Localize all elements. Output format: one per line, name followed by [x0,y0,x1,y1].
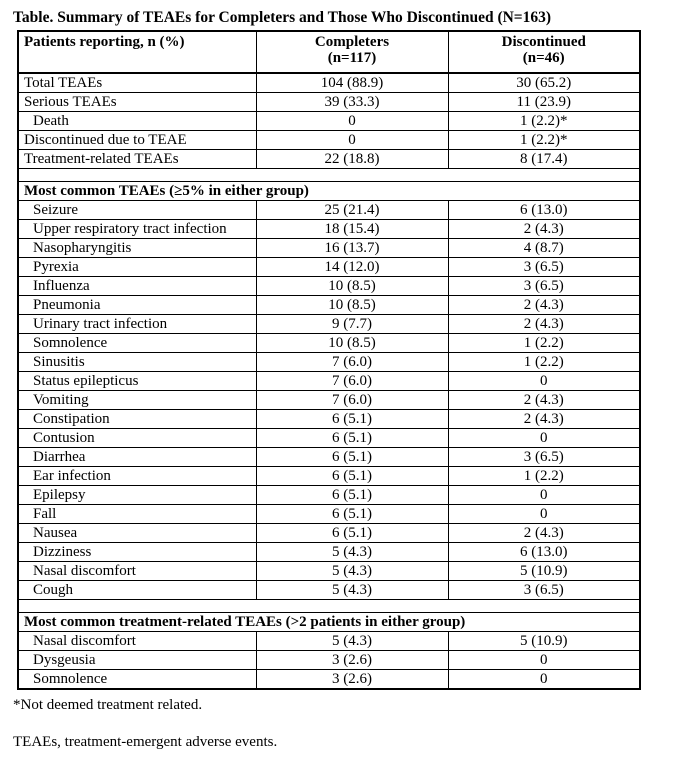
discontinued-value-cell: 2 (4.3) [448,410,640,429]
discontinued-value-cell: 0 [448,372,640,391]
discontinued-value-cell: 3 (6.5) [448,258,640,277]
spacer-row [18,600,640,613]
footnote-abbreviation: TEAEs, treatment-emergent adverse events. [13,734,278,750]
row-label-cell: Influenza [18,277,256,296]
row-label-cell: Dysgeusia [18,651,256,670]
table-row [18,391,640,410]
table-body [18,73,640,689]
row-label-cell: Somnolence [18,334,256,353]
footnote-asterisk: *Not deemed treatment related. [13,697,203,713]
column-header-discontinued [448,31,640,73]
column-header-patients-reporting [18,31,256,73]
row-label-cell: Fall [18,505,256,524]
completers-value-cell: 6 (5.1) [256,486,448,505]
discontinued-value-cell: 2 (4.3) [448,391,640,410]
completers-value-cell: 10 (8.5) [256,296,448,315]
table-row [18,201,640,220]
completers-value-cell: 25 (21.4) [256,201,448,220]
discontinued-value-cell: 2 (4.3) [448,296,640,315]
table-row [18,410,640,429]
table-row [18,73,640,93]
discontinued-value-cell: 1 (2.2)* [448,112,640,131]
table-row [18,467,640,486]
section-header-label: Most common TEAEs (≥5% in either group) [18,182,640,201]
row-label-cell: Urinary tract infection [18,315,256,334]
spacer-cell [18,600,640,613]
completers-value-cell: 5 (4.3) [256,581,448,600]
table-header [18,31,640,73]
row-label-cell: Nasal discomfort [18,632,256,651]
discontinued-value-cell: 1 (2.2)* [448,131,640,150]
column-header-label: Completers [314,34,390,50]
table-row [18,651,640,670]
row-label-cell: Total TEAEs [18,73,256,93]
completers-value-cell: 22 (18.8) [256,150,448,169]
completers-value-cell: 6 (5.1) [256,524,448,543]
row-label-cell: Dizziness [18,543,256,562]
table-row [18,131,640,150]
table-row [18,296,640,315]
completers-value-cell: 10 (8.5) [256,334,448,353]
table-row [18,429,640,448]
row-label-cell: Nasal discomfort [18,562,256,581]
table-row [18,632,640,651]
section-header-row [18,613,640,632]
column-header-completers [256,31,448,73]
teae-summary-table [17,30,641,690]
discontinued-value-cell: 1 (2.2) [448,334,640,353]
table-row [18,150,640,169]
table-row [18,239,640,258]
discontinued-value-cell: 5 (10.9) [448,632,640,651]
table-row [18,524,640,543]
discontinued-value-cell: 30 (65.2) [448,73,640,93]
row-label-cell: Seizure [18,201,256,220]
row-label-cell: Death [18,112,256,131]
table-row [18,505,640,524]
row-label-cell: Upper respiratory tract infection [18,220,256,239]
discontinued-value-cell: 11 (23.9) [448,93,640,112]
completers-value-cell: 16 (13.7) [256,239,448,258]
table-row [18,670,640,690]
completers-value-cell: 6 (5.1) [256,410,448,429]
completers-value-cell: 6 (5.1) [256,448,448,467]
table-row [18,486,640,505]
discontinued-value-cell: 0 [448,486,640,505]
row-label-cell: Status epilepticus [18,372,256,391]
discontinued-value-cell: 6 (13.0) [448,201,640,220]
completers-value-cell: 5 (4.3) [256,632,448,651]
column-header-label: Discontinued [501,34,586,50]
discontinued-value-cell: 8 (17.4) [448,150,640,169]
discontinued-value-cell: 0 [448,429,640,448]
row-label-cell: Sinusitis [18,353,256,372]
row-label-cell: Cough [18,581,256,600]
completers-value-cell: 3 (2.6) [256,670,448,690]
table-row [18,543,640,562]
completers-value-cell: 6 (5.1) [256,505,448,524]
section-header-label: Most common treatment-related TEAEs (>2 patients in either group) [18,613,640,632]
table-row [18,220,640,239]
row-label-cell: Contusion [18,429,256,448]
completers-value-cell: 9 (7.7) [256,315,448,334]
table-row [18,315,640,334]
table-title: Table. Summary of TEAEs for Completers and Those Who Discontinued (N=163) [13,9,552,26]
completers-value-cell: 0 [256,112,448,131]
row-label-cell: Pneumonia [18,296,256,315]
row-label-cell: Somnolence [18,670,256,690]
discontinued-value-cell: 0 [448,505,640,524]
discontinued-value-cell: 2 (4.3) [448,220,640,239]
discontinued-value-cell: 3 (6.5) [448,277,640,296]
discontinued-value-cell: 6 (13.0) [448,543,640,562]
completers-value-cell: 0 [256,131,448,150]
completers-value-cell: 6 (5.1) [256,467,448,486]
row-label-cell: Nausea [18,524,256,543]
completers-value-cell: 14 (12.0) [256,258,448,277]
row-label-cell: Discontinued due to TEAE [18,131,256,150]
row-label-cell: Ear infection [18,467,256,486]
row-label-cell: Pyrexia [18,258,256,277]
column-header-sublabel: (n=46) [522,50,565,66]
discontinued-value-cell: 4 (8.7) [448,239,640,258]
table-row [18,258,640,277]
header-row [18,31,640,73]
row-label-cell: Epilepsy [18,486,256,505]
table-row [18,372,640,391]
table-row [18,353,640,372]
row-label-cell: Diarrhea [18,448,256,467]
completers-value-cell: 18 (15.4) [256,220,448,239]
discontinued-value-cell: 1 (2.2) [448,467,640,486]
completers-value-cell: 7 (6.0) [256,353,448,372]
discontinued-value-cell: 1 (2.2) [448,353,640,372]
completers-value-cell: 10 (8.5) [256,277,448,296]
completers-value-cell: 3 (2.6) [256,651,448,670]
table-row [18,334,640,353]
discontinued-value-cell: 3 (6.5) [448,448,640,467]
discontinued-value-cell: 3 (6.5) [448,581,640,600]
spacer-row [18,169,640,182]
table-row [18,448,640,467]
discontinued-value-cell: 5 (10.9) [448,562,640,581]
row-label-cell: Treatment-related TEAEs [18,150,256,169]
table-row [18,562,640,581]
row-label-cell: Constipation [18,410,256,429]
completers-value-cell: 5 (4.3) [256,543,448,562]
row-label-cell: Serious TEAEs [18,93,256,112]
column-header-sublabel: (n=117) [327,50,377,66]
completers-value-cell: 39 (33.3) [256,93,448,112]
completers-value-cell: 6 (5.1) [256,429,448,448]
table-row [18,93,640,112]
discontinued-value-cell: 0 [448,651,640,670]
discontinued-value-cell: 2 (4.3) [448,524,640,543]
table-row [18,277,640,296]
row-label-cell: Vomiting [18,391,256,410]
column-header-label: Patients reporting, n (%) [24,34,185,50]
completers-value-cell: 5 (4.3) [256,562,448,581]
table-row [18,112,640,131]
completers-value-cell: 7 (6.0) [256,372,448,391]
table-row [18,581,640,600]
completers-value-cell: 7 (6.0) [256,391,448,410]
discontinued-value-cell: 2 (4.3) [448,315,640,334]
spacer-cell [18,169,640,182]
section-header-row [18,182,640,201]
discontinued-value-cell: 0 [448,670,640,690]
row-label-cell: Nasopharyngitis [18,239,256,258]
completers-value-cell: 104 (88.9) [256,73,448,93]
